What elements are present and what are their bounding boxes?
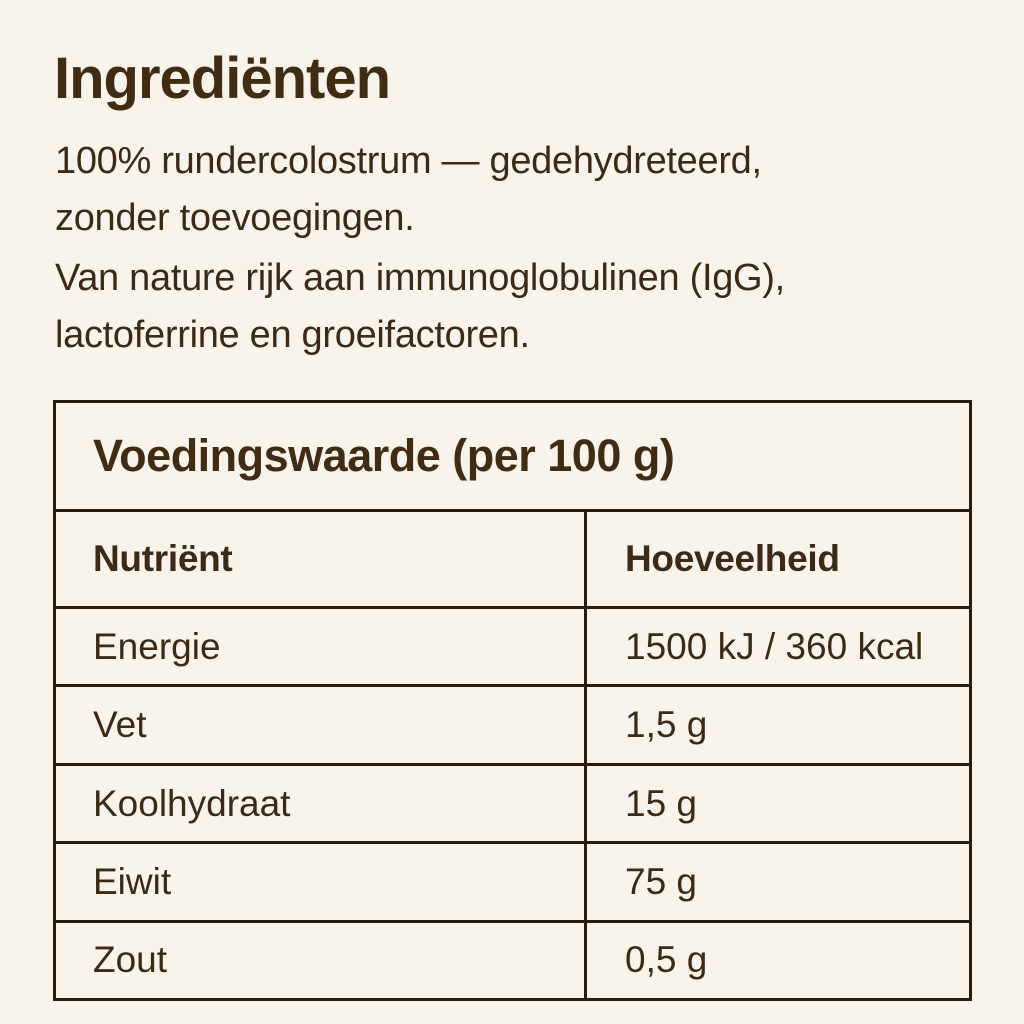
ingredients-description-line-2: zonder toevoegingen. xyxy=(55,197,415,239)
table-row-zout xyxy=(56,923,969,998)
amount-cell: 1500 kJ / 360 kcal xyxy=(584,609,969,684)
table-row-koolhydraat xyxy=(56,766,969,844)
nutrient-cell: Koolhydraat xyxy=(93,782,291,824)
benefits-description-line-1: Van nature rijk aan immunoglobulinen (IgG), xyxy=(55,257,785,299)
benefits-description xyxy=(55,250,985,364)
table-row-vet xyxy=(56,687,969,765)
nutrient-cell: Vet xyxy=(93,704,147,746)
amount-cell: 15 g xyxy=(584,766,969,841)
nutrition-table xyxy=(53,400,972,1001)
ingredients-description-line-1: 100% rundercolostrum — gedehydreteerd, xyxy=(55,140,762,182)
nutrient-cell: Eiwit xyxy=(93,860,172,902)
column-header-amount: Hoeveelheid xyxy=(584,512,969,606)
column-header-nutrient: Nutriënt xyxy=(93,538,233,579)
amount-cell: 1,5 g xyxy=(584,687,969,762)
nutrient-cell: Zout xyxy=(93,939,168,981)
table-row-energie xyxy=(56,609,969,687)
nutrient-cell: Energie xyxy=(93,625,221,667)
ingredients-description xyxy=(55,133,985,247)
amount-cell: 0,5 g xyxy=(584,923,969,998)
benefits-description-line-2: lactoferrine en groeifactoren. xyxy=(55,314,530,356)
page-title: Ingrediënten xyxy=(54,46,391,111)
amount-cell: 75 g xyxy=(584,844,969,919)
table-row-eiwit xyxy=(56,844,969,922)
nutrition-table-header-row xyxy=(56,512,969,609)
nutrition-table-title: Voedingswaarde (per 100 g) xyxy=(56,403,969,512)
